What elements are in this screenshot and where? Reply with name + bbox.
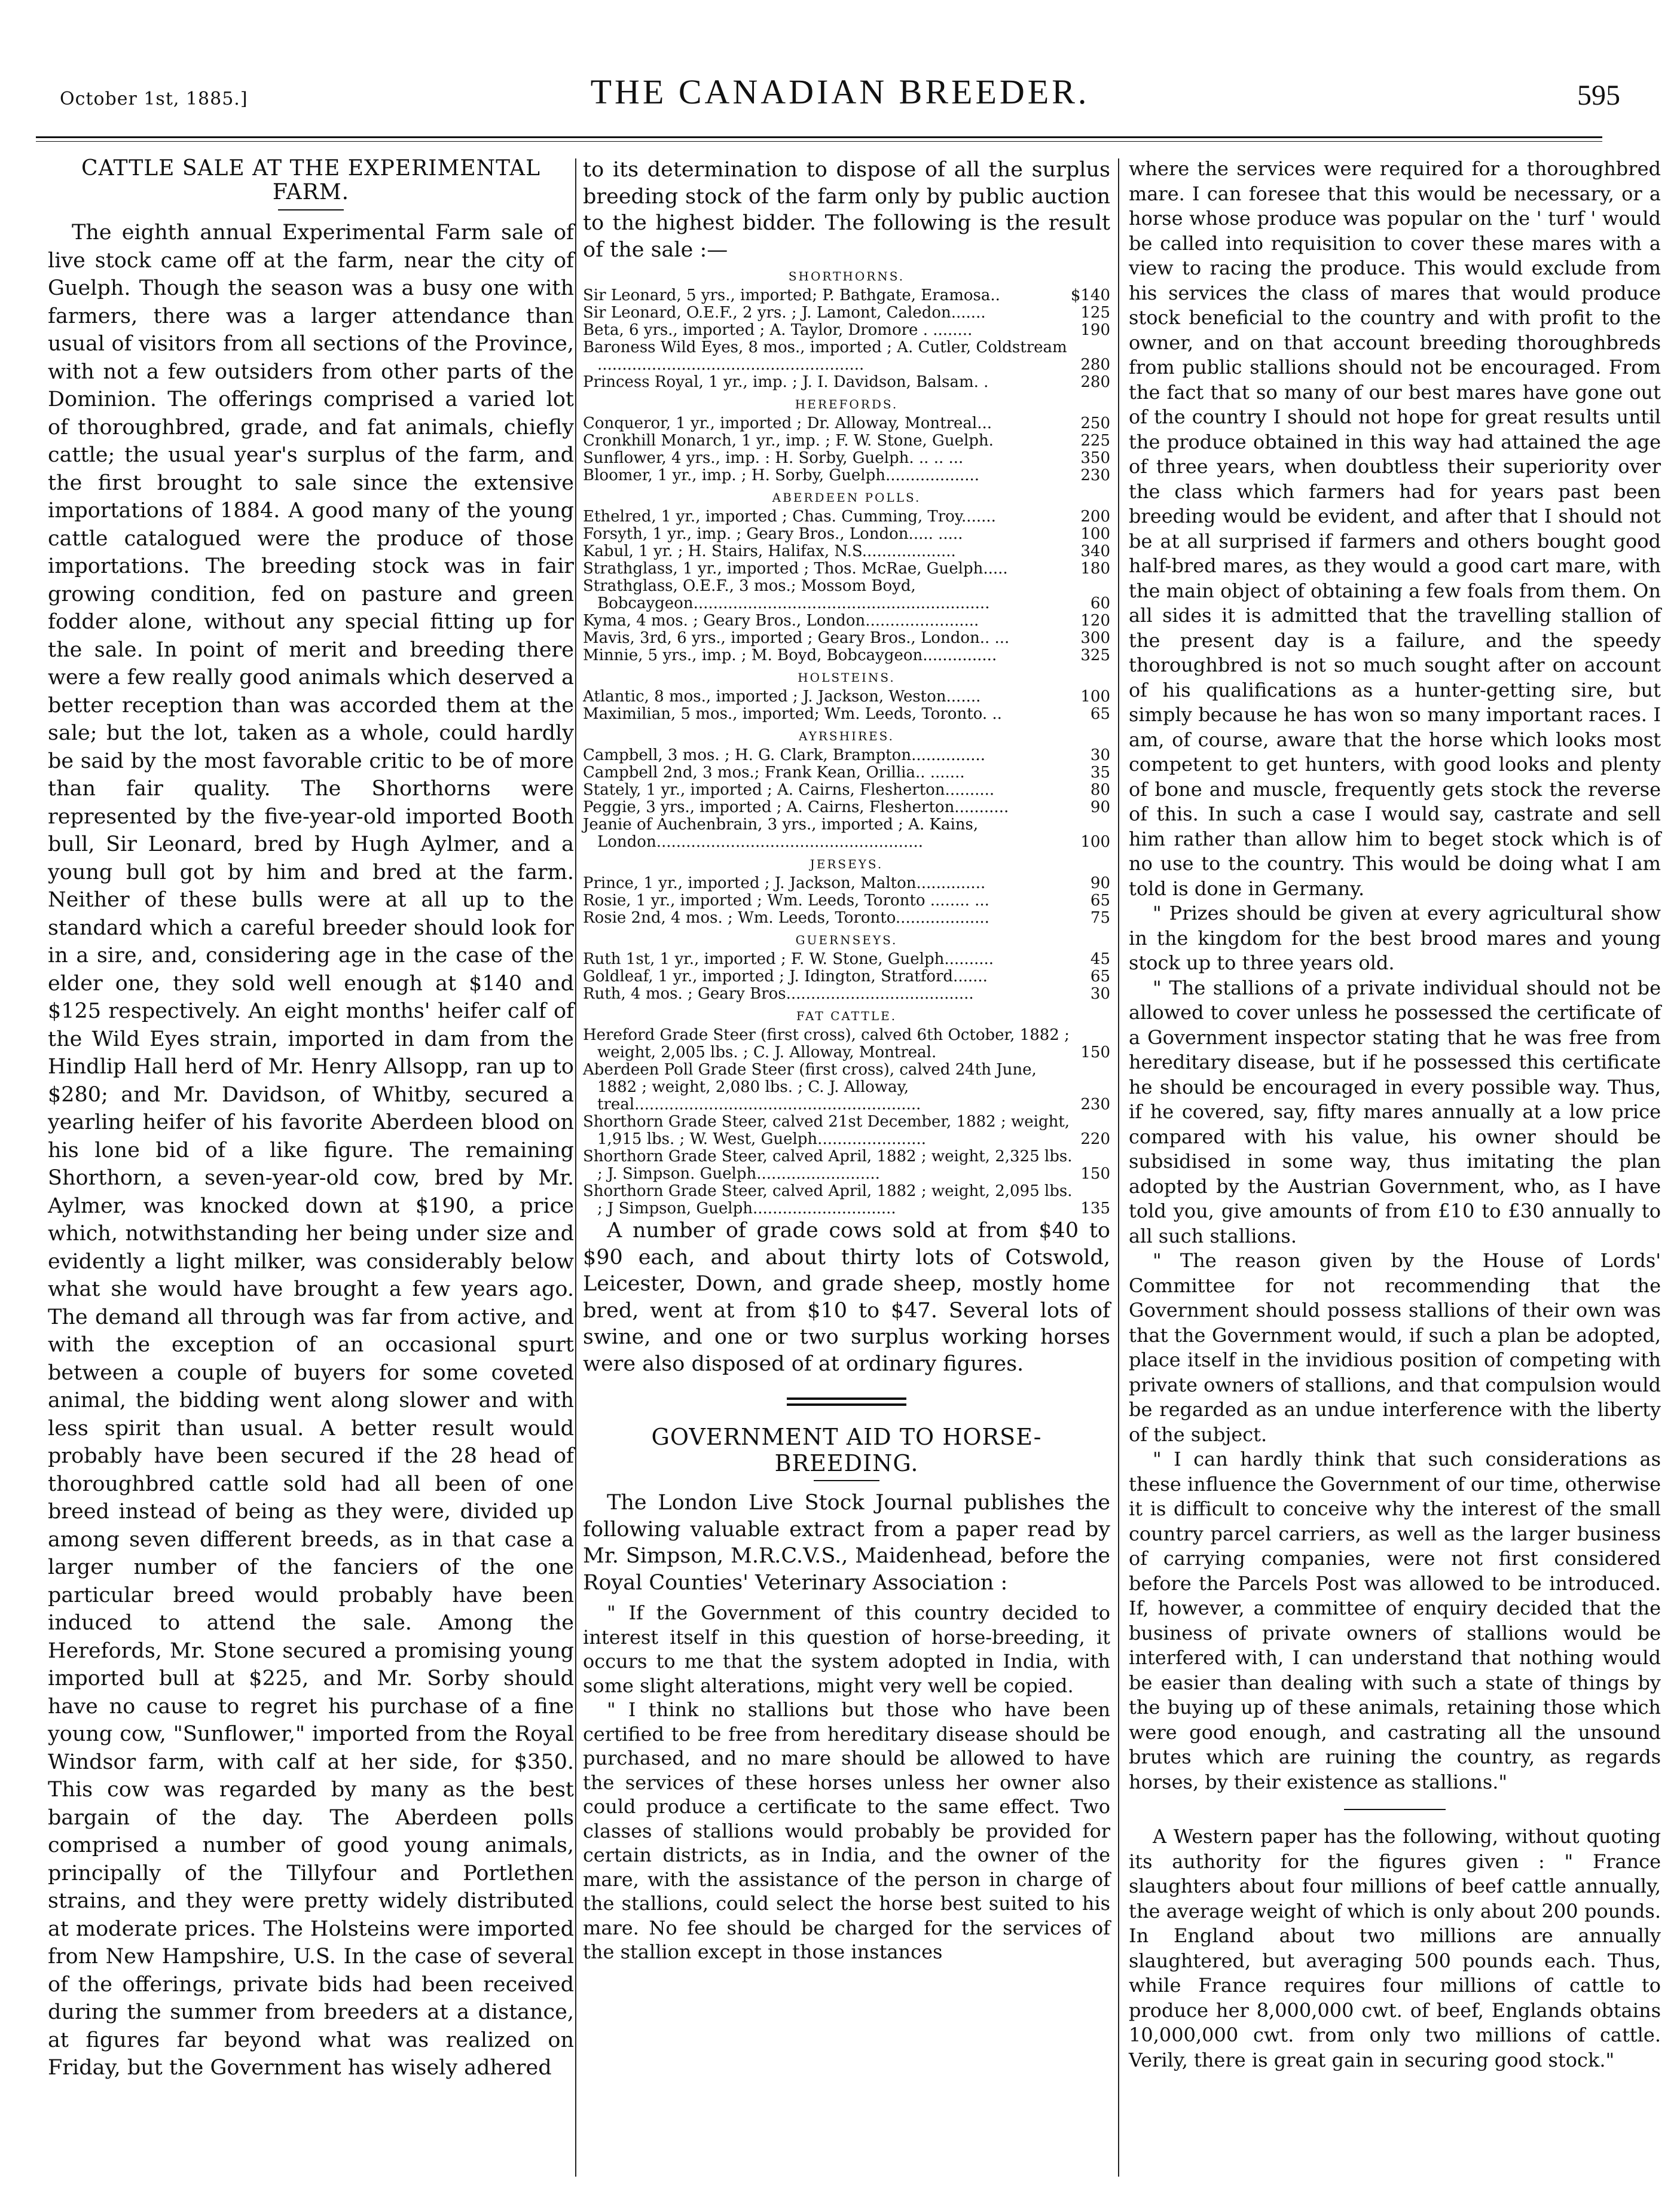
sale-entry xyxy=(583,543,1110,560)
sale-entry-text: Bloomer, 1 yr., imp. ; H. Sorby, Guelph................... xyxy=(583,466,980,484)
article-body-continued: to its determination to dispose of all the surplus breeding stock of the farm only by public auction to the highest bidder. The following is the result of the sale :— xyxy=(583,158,1110,262)
sale-price: 45 xyxy=(1090,950,1110,968)
sale-entry xyxy=(583,1113,1110,1148)
sale-price: 65 xyxy=(1090,892,1110,910)
column-1 xyxy=(48,157,574,2082)
sale-price: 60 xyxy=(1090,594,1110,612)
sale-entry-text: Conqueror, 1 yr., imported ; Dr. Alloway, Montreal... xyxy=(583,414,992,432)
sale-entry xyxy=(583,706,1110,723)
sale-entry xyxy=(583,560,1110,578)
sale-price: 30 xyxy=(1090,985,1110,1003)
sale-entry-text: Ruth, 4 mos. ; Geary Bros...................................... xyxy=(583,985,974,1003)
breed-heading: AYRSHIRES. xyxy=(799,729,894,743)
sale-entry xyxy=(583,339,1110,374)
quote-paragraph: " I think no stallions but those who have been certified to be free from hereditary disease should be purchased, and no mare should be allowed to have the services of these horses unless her owner also could produce a certificate to the same effect. Two classes of stallions would probably be provided for certain districts, as in India, and the owner of the mare, with the assistance of the person in charge of the stallions, could select the horse best suited to his mare. No fee should be charged for the services of the stallion except in those instances xyxy=(583,1698,1110,1963)
sale-entry-text: Ruth 1st, 1 yr., imported ; F. W. Stone, Guelph.......... xyxy=(583,950,994,968)
sale-entry-text: Jeanie of Auchenbrain, 3 yrs., imported ; A. Kains, London...................................................... xyxy=(583,816,979,851)
quote-paragraph: " The stallions of a private individual should not be allowed to cover unless he possessed the certificate of a Government inspector stating that he was free from hereditary disease, but if he possessed this certificate he should be encouraged in every possible way. Thus, if he covered, say, fifty mares annually at a low price compared with his value, his owner should be subsidised in some way, thus imitating the plan adopted by the Austrian Government, who, as I have told you, give amounts of from £10 to £30 annually to all such stallions. xyxy=(1129,976,1661,1247)
sale-price: 100 xyxy=(1080,833,1110,851)
sale-entry-text: Kyma, 4 mos. ; Geary Bros., London....................... xyxy=(583,612,979,630)
sale-price: 75 xyxy=(1090,909,1110,927)
sale-list xyxy=(583,688,1110,723)
sale-entry-text: Aberdeen Poll Grade Steer (first cross), calved 24th June, 1882 ; weight, 2,080 lbs. ; C. J. Alloway, treal.......................................................... xyxy=(583,1061,1037,1113)
sale-entry xyxy=(583,578,1110,612)
sale-entry-text: Peggie, 3 yrs., imported ; A. Cairns, Flesherton........... xyxy=(583,798,1009,816)
sale-price: 280 xyxy=(1080,356,1110,374)
title-rule xyxy=(278,209,344,210)
sale-entry-text: Strathglass, 1 yr., imported ; Thos. McRae, Guelph..... xyxy=(583,560,1008,578)
column-2 xyxy=(583,157,1110,1964)
issue-date: October 1st, 1885.] xyxy=(60,89,248,109)
sale-price: 125 xyxy=(1080,304,1110,322)
sale-entry-text: Shorthorn Grade Steer, calved April, 1882 ; weight, 2,325 lbs. ; J. Simpson. Guelph......................... xyxy=(583,1148,1073,1183)
sale-price: 80 xyxy=(1090,781,1110,799)
sale-entry xyxy=(583,910,1110,927)
quote-paragraph: where the services were required for a thoroughbred mare. I can foresee that this would be necessary, or a horse whose produce was popular on the ' turf ' would be called into requisition to cover these mares with a view to racing the produce. This would exclude from his services the class of mares that would produce stock beneficial to the country and with profit to the owner, and on that account breeding thoroughbreds from public stallions should not be encouraged. From the fact that so many of our best mares have gone out of the country I should not hope for great results until the produce obtained in this way had attained the age of three years, when doubtless their superiority over the class which farmers had for years past been breeding would be evident, and after that I should not be at all surprised if farmers and others bought good half-bred mares, as they would a good cart mare, with the main object of obtaining a few foals from them. On all sides it is admitted that the travelling stallion of the present day is a failure, and the speedy thoroughbred is not so much sought after on account of his qualifications as a hunter-getting sire, but simply because he has won so many important races. I am, of course, aware that the horse which looks most competent to get hunters, with good looks and plenty of bone and muscle, frequently gets stock the reverse of this. In such a case I would say, castrate and sell him rather than allow him to beget stock which is of no use to the country. This would be doing what I am told is done in Germany. xyxy=(1129,157,1661,900)
sale-entry-text: Beta, 6 yrs., imported ; A. Taylor, Dromore . ........ xyxy=(583,321,973,339)
sale-closing-paragraph: A number of grade cows sold at from $40 to $90 each, and about thirty lots of Cotswold, Leicester, Down, and grade sheep, mostly home bred, went at from $10 to $47. Several lots of swine, and one or two surplus working horses were also disposed of at ordinary figures. xyxy=(583,1219,1110,1376)
sale-entry-text: Shorthorn Grade Steer, calved 21st December, 1882 ; weight, 1,915 lbs. ; W. West, Guelph...................... xyxy=(583,1113,1070,1148)
sale-entry xyxy=(583,875,1110,892)
sale-entry xyxy=(583,747,1110,764)
header-rule-thin xyxy=(36,141,1602,142)
sale-entry xyxy=(583,764,1110,782)
sale-entry xyxy=(583,374,1110,391)
breed-heading: SHORTHORNS. xyxy=(788,269,905,283)
section-rule xyxy=(1344,1809,1446,1810)
sale-entry xyxy=(583,287,1110,304)
sale-entry xyxy=(583,1027,1110,1061)
sale-entry-text: Campbell 2nd, 3 mos.; Frank Kean, Orillia.. ....... xyxy=(583,764,965,782)
sale-price: 225 xyxy=(1080,432,1110,450)
sale-price: 200 xyxy=(1080,508,1110,526)
sale-entry xyxy=(583,892,1110,910)
sale-price: 325 xyxy=(1080,646,1110,664)
sale-entry-text: Forsyth, 1 yr., imp. ; Geary Bros., London..... ..... xyxy=(583,525,963,543)
breed-heading: ABERDEEN POLLS. xyxy=(772,490,921,505)
sale-price: 100 xyxy=(1080,525,1110,543)
sale-entry-text: Hereford Grade Steer (first cross), calved 6th October, 1882 ; weight, 2,005 lbs. ; C. J. Alloway, Montreal. xyxy=(583,1026,1070,1061)
sale-entry-text: Campbell, 3 mos. ; H. G. Clark, Brampton............... xyxy=(583,746,986,764)
sale-entry-text: Princess Royal, 1 yr., imp. ; J. I. Davidson, Balsam. . xyxy=(583,373,989,391)
sale-list xyxy=(583,415,1110,484)
sale-list xyxy=(583,1027,1110,1217)
sale-price: 350 xyxy=(1080,449,1110,467)
sale-price: 230 xyxy=(1080,466,1110,484)
breed-heading: HEREFORDS. xyxy=(795,397,899,411)
sale-price: 35 xyxy=(1090,764,1110,782)
breed-heading: GUERNSEYS. xyxy=(795,933,898,947)
sale-price: 150 xyxy=(1080,1043,1110,1061)
sale-price: 220 xyxy=(1080,1130,1110,1148)
sale-entry-text: Minnie, 5 yrs., imp. ; M. Boyd, Bobcaygeon............... xyxy=(583,646,997,664)
sale-price: 90 xyxy=(1090,874,1110,892)
section-rule xyxy=(787,1403,906,1406)
sale-entry xyxy=(583,968,1110,985)
sale-entry xyxy=(583,322,1110,339)
sale-list xyxy=(583,508,1110,664)
sale-price: 340 xyxy=(1080,542,1110,560)
sale-price: 230 xyxy=(1080,1095,1110,1113)
sale-entry xyxy=(583,782,1110,799)
sale-entry-text: Sunflower, 4 yrs., imp. : H. Sorby, Guelph. .. .. ... xyxy=(583,449,964,467)
sale-entry xyxy=(583,1061,1110,1113)
sale-entry xyxy=(583,612,1110,630)
sale-list xyxy=(583,747,1110,851)
breed-heading: FAT CATTLE. xyxy=(796,1009,897,1023)
breed-heading: HOLSTEINS. xyxy=(798,670,896,685)
sale-price: 100 xyxy=(1080,688,1110,706)
header-rule xyxy=(36,136,1602,138)
sale-entry xyxy=(583,688,1110,706)
article-body: The eighth annual Experimental Farm sale of live stock came off at the farm, near the city of Guelph. Though the season was a busy one with farmers, there was a larger attendance than usual of visitors from all sections of the Province, with not a few outsiders from other parts of the Dominion. The offerings comprised a varied lot of thoroughbred, grade, and fat animals, chiefly cattle; the usual year's surplus of the farm, and the first brought to sale since the extensive importations of 1884. A good many of the young cattle catalogued were the produce of those importations. The breeding stock was in fair growing condition, fed on pasture and green fodder alone, without any special fitting up for the sale. In point of merit and breeding there were a few really good animals which deserved a better reception than was accorded them at the sale; but the lot, taken as a whole, could hardly be said by the most favorable critic to be of more than fair quality. The Shorthorns were represented by the five-year-old imported Booth bull, Sir Leonard, bred by Hugh Aylmer, and a young bull got by him and bred at the farm. Neither of these bulls were at all up to the standard which a careful breeder should look for in a sire, and, considering age in the case of the elder one, they sold well enough at $140 and $125 respectively. An eight months' heifer calf of the Wild Eyes strain, imported in dam from the Hindlip Hall herd of Mr. Henry Allsopp, ran up to $280; and Mr. Davidson, of Whitby, secured a yearling heifer of his favorite Aberdeen blood on his lone bid of a like figure. The remaining Shorthorn, a seven-year-old cow, bred by Mr. Aylmer, was knocked down at $190, a price which, notwithstanding her being under size and evidently a light milker, was considerably below what she would have brought a few years ago. The demand all through was far from active, and with the exception of an occasional spurt between a couple of buyers for some coveted animal, the bidding went along slower and with less spirit than usual. A better result would probably have been secured if the 28 head of thoroughbred cattle sold had all been of one breed instead of being as they were, divided up among seven different breeds, as in that case a larger number of the fanciers of the one particular breed would probably have been induced to attend the sale. Among the Herefords, Mr. Stone secured a promising young imported bull at $225, and Mr. Sorby should have no cause to regret his purchase of a fine young cow, "Sunflower," imported from the Royal Windsor farm, with calf at her side, for $350. This cow was regarded by many as the best bargain of the day. The Aberdeen polls comprised a number of good young animals, principally of the Tillyfour and Portlethen strains, and they were pretty widely distributed at moderate prices. The Holsteins were imported from New Hampshire, U.S. In the case of several of the offerings, private bids had been received during the summer from breeders at a distance, at figures far beyond what was realized on Friday, but the Government has wisely adhered xyxy=(48,221,574,2080)
sale-list xyxy=(583,287,1110,391)
sale-entry-text: Atlantic, 8 mos., imported ; J. Jackson, Weston....... xyxy=(583,688,981,706)
sale-entry-text: Rosie 2nd, 4 mos. ; Wm. Leeds, Toronto................... xyxy=(583,909,989,927)
title-rule xyxy=(814,1480,879,1481)
sale-price: 190 xyxy=(1080,321,1110,339)
article-intro: The London Live Stock Journal publishes the following valuable extract from a paper read by Mr. Simpson, M.R.C.V.S., Maidenhead, before the Royal Counties' Veterinary Association : xyxy=(583,1491,1110,1595)
sale-price: 30 xyxy=(1090,746,1110,764)
quote-paragraph: " The reason given by the House of Lords' Committee for not recommending that the Government should possess stallions of their own was that the Government would, if such a plan be adopted, place itself in the invidious position of competing with private owners of stallions, and that compulsion would be regarded as an undue interference with the liberty of the subject. xyxy=(1129,1249,1661,1446)
sale-entry xyxy=(583,508,1110,526)
sale-price: 90 xyxy=(1090,798,1110,816)
sale-entry-text: Ethelred, 1 yr., imported ; Chas. Cumming, Troy....... xyxy=(583,508,996,526)
sale-entry xyxy=(583,526,1110,543)
sale-entry-text: Prince, 1 yr., imported ; J. Jackson, Malton.............. xyxy=(583,874,986,892)
sale-entry-text: Shorthorn Grade Steer, calved April, 1882 ; weight, 2,095 lbs. ; J Simpson, Guelph............................. xyxy=(583,1182,1073,1217)
sale-list xyxy=(583,875,1110,927)
sale-entry xyxy=(583,985,1110,1003)
sale-entry-text: Sir Leonard, O.E.F., 2 yrs. ; J. Lamont, Caledon....... xyxy=(583,304,986,322)
quote-paragraph: " If the Government of this country decided to interest itself in this question of horse-breeding, it occurs to me that the system adopted in India, with some slight alterations, might very well be copied. xyxy=(583,1601,1110,1697)
masthead-title: THE CANADIAN BREEDER. xyxy=(590,72,1090,111)
breed-heading: JERSEYS. xyxy=(810,857,884,871)
sale-results xyxy=(583,266,1110,1217)
sale-entry xyxy=(583,630,1110,647)
sale-price: $140 xyxy=(1070,286,1110,304)
sale-price: 280 xyxy=(1080,373,1110,391)
sale-entry-text: Cronkhill Monarch, 1 yr., imp. ; F. W. Stone, Guelph. xyxy=(583,432,994,450)
column-3 xyxy=(1129,157,1661,2073)
section-rule xyxy=(787,1397,906,1400)
page-header xyxy=(60,72,1620,126)
quote-paragraph: " I can hardly think that such considerations as these influence the Government of our time, otherwise it is difficult to conceive why the interest of the small country parcel carriers, as well as the larger business of carrying companies, were not first considered before the Parcels Post was allowed to be introduced. If, however, a committee of enquiry decided that the business of private owners of stallions would be interfered with, I can understand that nothing would be easier than dealing with such a state of things by the buying up of these animals, retaining those which were good enough, and castrating all the unsound brutes which are ruining the country, as regards horses, by their existence as stallions." xyxy=(1129,1448,1661,1793)
sale-entry-text: Baroness Wild Eyes, 8 mos., imported ; A. Cutler, Coldstream ...................................................... xyxy=(583,338,1067,374)
sale-price: 150 xyxy=(1080,1165,1110,1183)
sale-entry xyxy=(583,304,1110,322)
page-number: 595 xyxy=(1577,80,1620,111)
column-divider xyxy=(575,158,576,2177)
sale-entry-text: Stately, 1 yr., imported ; A. Cairns, Flesherton.......... xyxy=(583,781,995,799)
sale-price: 120 xyxy=(1080,612,1110,630)
sale-entry xyxy=(583,432,1110,450)
sale-entry-text: Goldleaf, 1 yr., imported ; J. Idington, Stratford....... xyxy=(583,968,988,985)
sale-entry-text: Rosie, 1 yr., imported ; Wm. Leeds, Toronto ........ ... xyxy=(583,892,989,910)
sale-entry xyxy=(583,799,1110,816)
article-title: GOVERNMENT AID TO HORSE-BREEDING. xyxy=(651,1424,1042,1476)
sale-entry xyxy=(583,1148,1110,1183)
sale-entry-text: Strathglass, O.E.F., 3 mos.; Mossom Boyd, Bobcaygeon............................................................ xyxy=(583,577,990,612)
sale-price: 65 xyxy=(1090,705,1110,723)
sale-entry xyxy=(583,415,1110,432)
news-item: A Western paper has the following, without quoting its authority for the figures given : " France slaughters about four millions of beef cattle annually, the average weight of which is only about 200 pounds. In England about two millions are annually slaughtered, but averaging 500 pounds each. Thus, while France requires four millions of cattle to produce her 8,000,000 cwt. of beef, Englands obtains 10,000,000 cwt. from only two millions of cattle. Verily, there is great gain in securing good stock." xyxy=(1129,1825,1661,2071)
sale-entry-text: Mavis, 3rd, 6 yrs., imported ; Geary Bros., London.. ... xyxy=(583,629,1010,647)
sale-entry xyxy=(583,951,1110,968)
quote-paragraph: " Prizes should be given at every agricultural show in the kingdom for the best brood mares and young stock up to three years old. xyxy=(1129,902,1661,974)
sale-entry xyxy=(583,450,1110,467)
sale-entry-text: Maximilian, 5 mos., imported; Wm. Leeds, Toronto. .. xyxy=(583,705,1002,723)
sale-price: 250 xyxy=(1080,414,1110,432)
sale-entry-text: Sir Leonard, 5 yrs., imported; P. Bathgate, Eramosa.. xyxy=(583,286,1000,304)
sale-entry xyxy=(583,467,1110,484)
sale-entry xyxy=(583,1183,1110,1217)
column-divider xyxy=(1118,158,1119,2177)
sale-price: 180 xyxy=(1080,560,1110,578)
sale-list xyxy=(583,951,1110,1003)
sale-price: 135 xyxy=(1080,1200,1110,1217)
sale-price: 300 xyxy=(1080,629,1110,647)
sale-entry xyxy=(583,816,1110,851)
sale-entry-text: Kabul, 1 yr. ; H. Stairs, Halifax, N.S................... xyxy=(583,542,956,560)
sale-entry xyxy=(583,647,1110,664)
sale-price: 65 xyxy=(1090,968,1110,985)
article-title: CATTLE SALE AT THE EXPERIMENTAL FARM. xyxy=(81,156,541,205)
